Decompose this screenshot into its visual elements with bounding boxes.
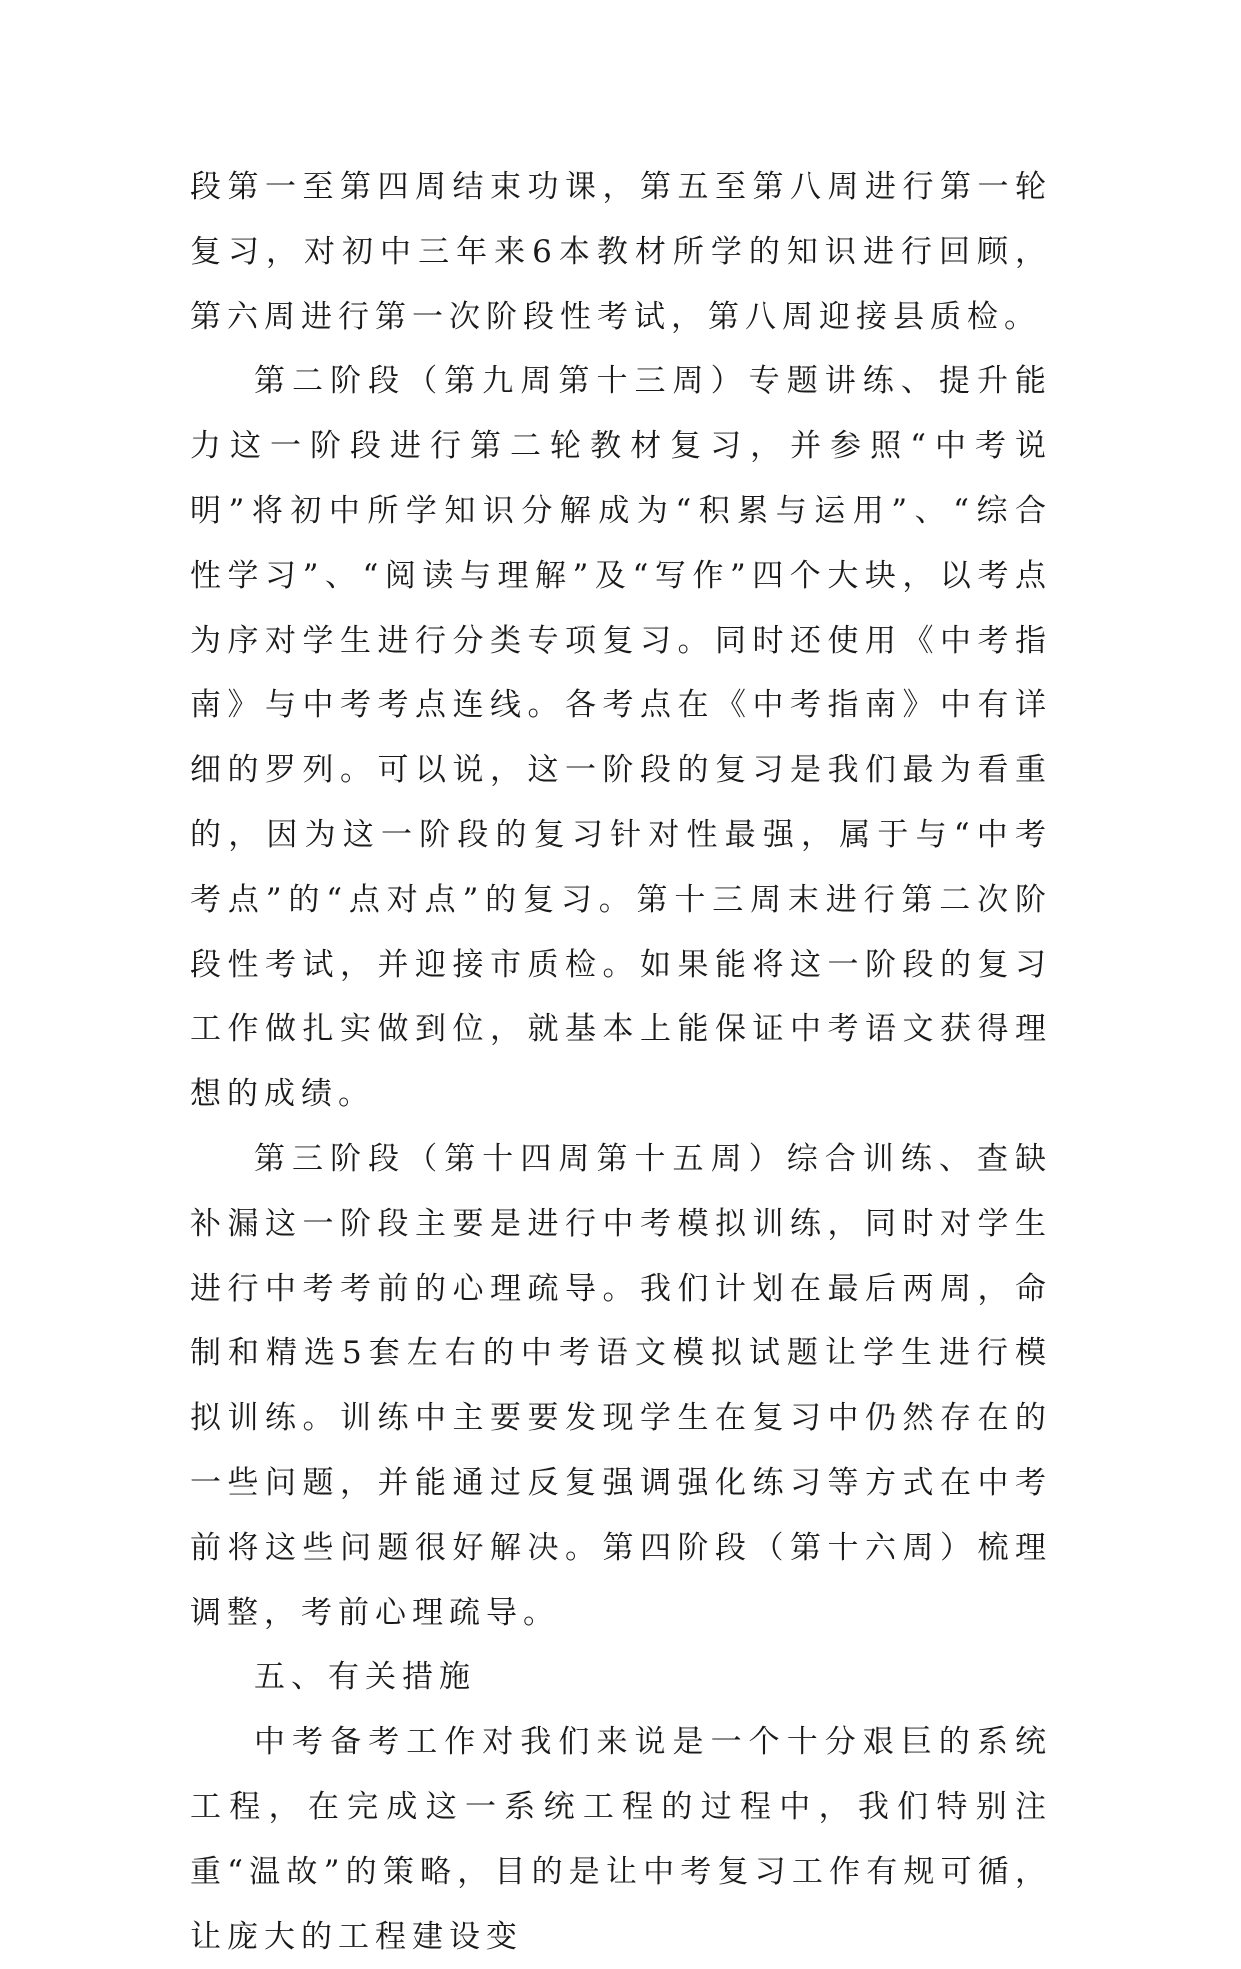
document-body xyxy=(190,155,1052,1969)
paragraph-continuation: 段第一至第四周结束功课，第五至第八周进行第一轮复习，对初中三年来6本教材所学的知识进行回顾，第六周进行第一次阶段性考试，第八周迎接县质检。 xyxy=(190,169,1052,335)
paragraph-measures: 中考备考工作对我们来说是一个十分艰巨的系统工程，在完成这一系统工程的过程中，我们特别注重“温故”的策略，目的是让中考复习工作有规可循，让庞大的工程建设变 xyxy=(190,1724,1052,1955)
paragraph-stage-two: 第二阶段（第九周第十三周）专题讲练、提升能力这一阶段进行第二轮教材复习，并参照“中考说明”将初中所学知识分解成为“积累与运用”、“综合性学习”、“阅读与理解”及“写作”四个大块，以考点为序对学生进行分类专项复习。同时还使用《中考指南》与中考考点连线。各考点在《中考指南》中有详细的罗列。可以说，这一阶段的复习是我们最为看重的，因为这一阶段的复习针对性最强，属于与“中考考点”的“点对点”的复习。第十三周末进行第二次阶段性考试，并迎接市质检。如果能将这一阶段的复习工作做扎实做到位，就基本上能保证中考语文获得理想的成绩。 xyxy=(190,363,1052,1113)
section-heading-measures: 五、有关措施 xyxy=(254,1659,476,1696)
paragraph-stage-three: 第三阶段（第十四周第十五周）综合训练、查缺补漏这一阶段主要是进行中考模拟训练，同时对学生进行中考考前的心理疏导。我们计划在最后两周，命制和精选5套左右的中考语文模拟试题让学生进行模拟训练。训练中主要要发现学生在复习中仍然存在的一些问题，并能通过反复强调强化练习等方式在中考前将这些问题很好解决。第四阶段（第十六周）梳理调整，考前心理疏导。 xyxy=(190,1140,1052,1631)
